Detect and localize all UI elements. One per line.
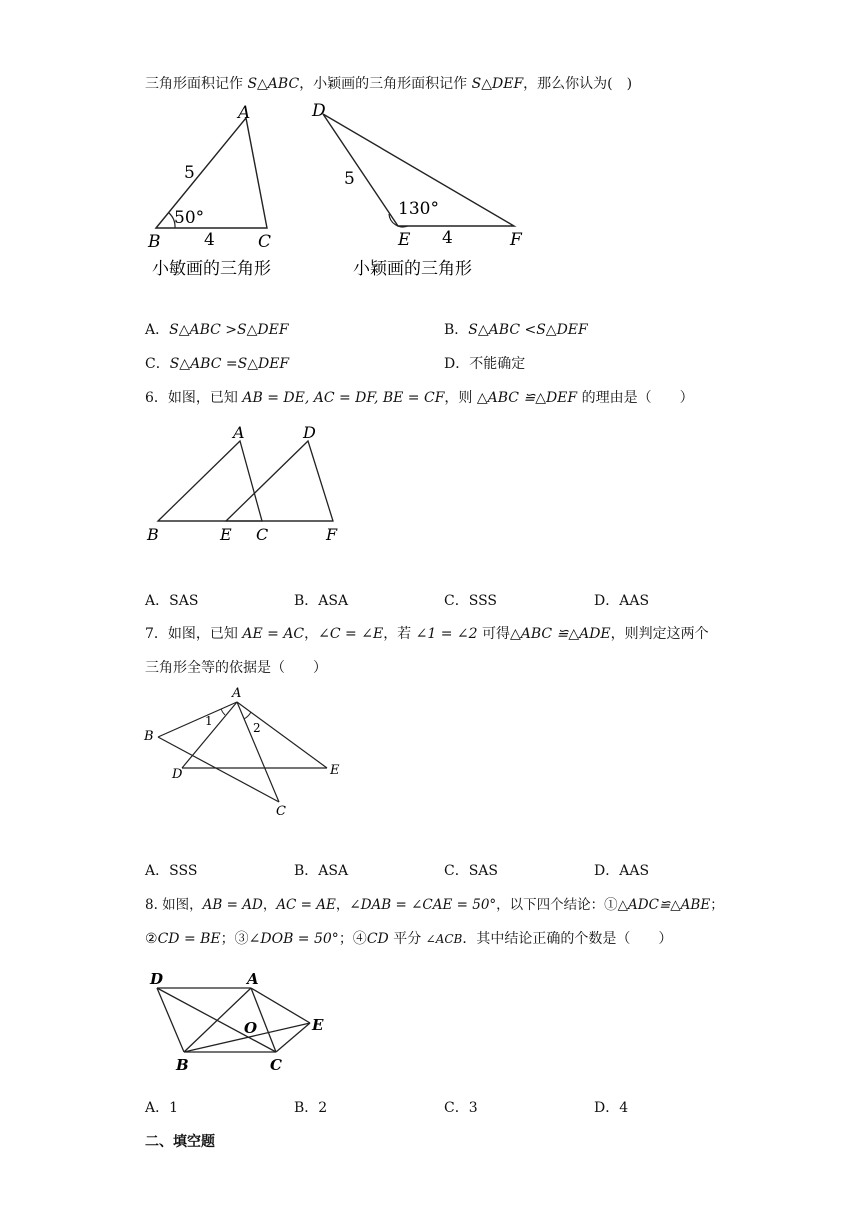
label-b: B (148, 232, 161, 252)
q7-stem-line1 (145, 624, 709, 644)
q8-stem-part: 平分 (388, 931, 426, 947)
label-c: C (276, 804, 286, 819)
q5-option-a[interactable] (145, 320, 289, 340)
angle-2-arc (244, 712, 251, 719)
option-letter: C． (145, 356, 170, 372)
label-a: A (233, 423, 245, 442)
q7-stem-part: ， (304, 626, 319, 642)
option-text: SSS (468, 593, 497, 609)
option-text: S△ABC =S△DEF (169, 356, 290, 372)
label-b: B (144, 729, 154, 744)
option-letter: A． (145, 863, 170, 879)
q8-option-a[interactable] (145, 1098, 178, 1118)
q8-stem-part: ； (710, 897, 724, 913)
q5-stem-prefix: 三角形面积记作 (145, 76, 248, 92)
q5-stem-suffix: ，那么你认为( ) (523, 76, 633, 92)
q8-stem-line1 (145, 895, 724, 915)
segment-ab (158, 702, 237, 737)
segment-ab (184, 988, 251, 1052)
q8-option-d[interactable] (594, 1098, 628, 1118)
q6-stem-conditions: AB = DE, AC = DF, BE = CF (242, 390, 445, 406)
side-de-length: 5 (344, 169, 355, 189)
label-angle-2: 2 (253, 721, 261, 735)
option-letter: D． (594, 593, 620, 609)
q5-option-c[interactable] (145, 354, 289, 374)
q8-stem-cond: ∠DAB = ∠CAE = 50° (349, 897, 497, 913)
q6-option-c[interactable] (444, 591, 497, 611)
q7-stem-cond: ∠1 = ∠2 (415, 626, 478, 642)
option-letter: A． (145, 593, 170, 609)
q7-stem-cond: ∠C = ∠E (318, 626, 384, 642)
label-c: C (258, 232, 272, 252)
q8-stem-part: 8. 如图， (145, 897, 203, 913)
option-letter: B． (294, 1100, 319, 1116)
label-d: D (172, 767, 183, 782)
q5-figure (140, 100, 520, 290)
segment-dc (157, 988, 276, 1052)
label-e: E (312, 1016, 324, 1034)
label-a: A (238, 103, 251, 123)
q5-option-b[interactable] (444, 320, 588, 340)
option-letter: B． (444, 322, 469, 338)
label-a: A (247, 970, 259, 988)
q7-figure (138, 682, 358, 822)
q5-stem-s1: S△ABC (247, 76, 300, 92)
q8-stem-part: ；③ (220, 931, 249, 947)
q7-stem-congruence: △ABC ≌△ADE (510, 626, 611, 642)
option-letter: C． (444, 593, 469, 609)
side-bc-length: 4 (204, 230, 215, 250)
segment-ad (182, 702, 237, 768)
angle-b-value: 50° (174, 208, 205, 228)
q8-option-c[interactable] (444, 1098, 478, 1118)
angle-1-arc (221, 709, 225, 715)
label-angle-1: 1 (205, 714, 213, 728)
option-text: SAS (169, 593, 199, 609)
q7-option-d[interactable] (594, 861, 649, 881)
option-text: SAS (468, 863, 499, 879)
q6-stem (145, 388, 694, 408)
q8-stem-cond: CD = BE (157, 931, 221, 947)
label-c: C (270, 1056, 282, 1074)
option-text: ASA (318, 863, 349, 879)
option-text: AAS (619, 593, 650, 609)
option-letter: A． (145, 1100, 170, 1116)
q7-stem-part: ，若 (383, 626, 416, 642)
segment-ae (251, 988, 310, 1023)
q6-option-a[interactable] (145, 591, 198, 611)
q7-stem-line2: 三角形全等的依据是（ ） (145, 660, 327, 676)
label-e: E (330, 763, 340, 778)
q8-stem-part: ② (145, 931, 158, 947)
option-letter: D． (594, 1100, 620, 1116)
q7-stem-part: 可得 (477, 626, 510, 642)
q8-stem-part: ， (335, 897, 350, 913)
option-text: SSS (169, 863, 198, 879)
q7-stem-cond: AE = AC (242, 626, 305, 642)
option-text: 不能确定 (469, 356, 526, 372)
q8-stem-cond: CD (366, 931, 389, 947)
option-text: 3 (468, 1100, 478, 1116)
option-text: S△ABC <S△DEF (468, 322, 588, 338)
q6-stem-part: ，则 (444, 390, 477, 406)
q7-option-c[interactable] (444, 861, 498, 881)
triangle-def (226, 441, 333, 521)
segment-db (157, 988, 184, 1052)
triangle-abc (156, 118, 267, 228)
section-title: 二、填空题 (145, 1134, 215, 1150)
q5-stem (145, 74, 632, 94)
q8-stem-line2 (145, 929, 672, 949)
label-a: A (232, 686, 242, 701)
q8-stem-cond: AB = AD (202, 897, 263, 913)
q7-stem-part: ，则判定这两个 (610, 626, 709, 642)
label-b: B (147, 525, 159, 544)
q7-option-b[interactable] (294, 861, 348, 881)
option-letter: A． (145, 322, 170, 338)
option-text: ASA (318, 593, 349, 609)
option-letter: C． (444, 1100, 469, 1116)
option-text: 2 (318, 1100, 328, 1116)
label-c: C (256, 525, 269, 544)
q6-stem-part: 6．如图，已知 (145, 390, 243, 406)
q8-stem-cond: ∠DOB = 50° (248, 931, 339, 947)
label-d: D (150, 970, 164, 988)
q6-stem-congruence: △ABC ≌△DEF (476, 390, 578, 406)
side-ef-length: 4 (442, 228, 453, 248)
option-letter: D． (444, 356, 470, 372)
q8-stem-conclusion: △ADC≌△ABE (617, 897, 711, 913)
angle-e-value: 130° (398, 199, 439, 219)
option-text: S△ABC >S△DEF (169, 322, 289, 338)
q6-option-b[interactable] (294, 591, 348, 611)
q8-stem-part: ；④ (338, 931, 367, 947)
q6-figure (140, 420, 360, 550)
q5-stem-mid: ，小颖画的三角形面积记作 (299, 76, 472, 92)
q8-figure (140, 960, 340, 1080)
label-f: F (510, 230, 522, 250)
q8-stem-cond: AC = AE (276, 897, 336, 913)
caption-xiaomin: 小敏画的三角形 (152, 259, 271, 279)
option-letter: B． (294, 863, 319, 879)
q8-stem-part: ．其中结论正确的个数是（ ） (462, 931, 673, 947)
option-letter: B． (294, 593, 319, 609)
label-f: F (326, 525, 338, 544)
q7-option-a[interactable] (145, 861, 197, 881)
label-b: B (176, 1056, 189, 1074)
label-d: D (303, 423, 316, 442)
option-text: 4 (619, 1100, 629, 1116)
label-d: D (312, 101, 326, 121)
option-letter: C． (444, 863, 469, 879)
option-text: AAS (619, 863, 650, 879)
caption-xiaoying: 小颖画的三角形 (353, 259, 472, 279)
q8-stem-cond: ∠ACB (425, 932, 463, 946)
label-e: E (220, 525, 232, 544)
q5-option-d[interactable] (444, 354, 525, 374)
q8-option-b[interactable] (294, 1098, 327, 1118)
label-e: E (398, 230, 411, 250)
q6-option-d[interactable] (594, 591, 649, 611)
q8-stem-part: ， (262, 897, 277, 913)
q8-stem-part: ，以下四个结论：① (496, 897, 618, 913)
q6-stem-part: 的理由是（ ） (577, 390, 694, 406)
triangle-abc (158, 441, 262, 521)
option-text: 1 (169, 1100, 179, 1116)
q7-stem-part: 7．如图，已知 (145, 626, 243, 642)
option-letter: D． (594, 863, 620, 879)
q5-stem-s2: S△DEF (471, 76, 524, 92)
label-o: O (244, 1019, 258, 1037)
side-ab-length: 5 (184, 163, 195, 183)
